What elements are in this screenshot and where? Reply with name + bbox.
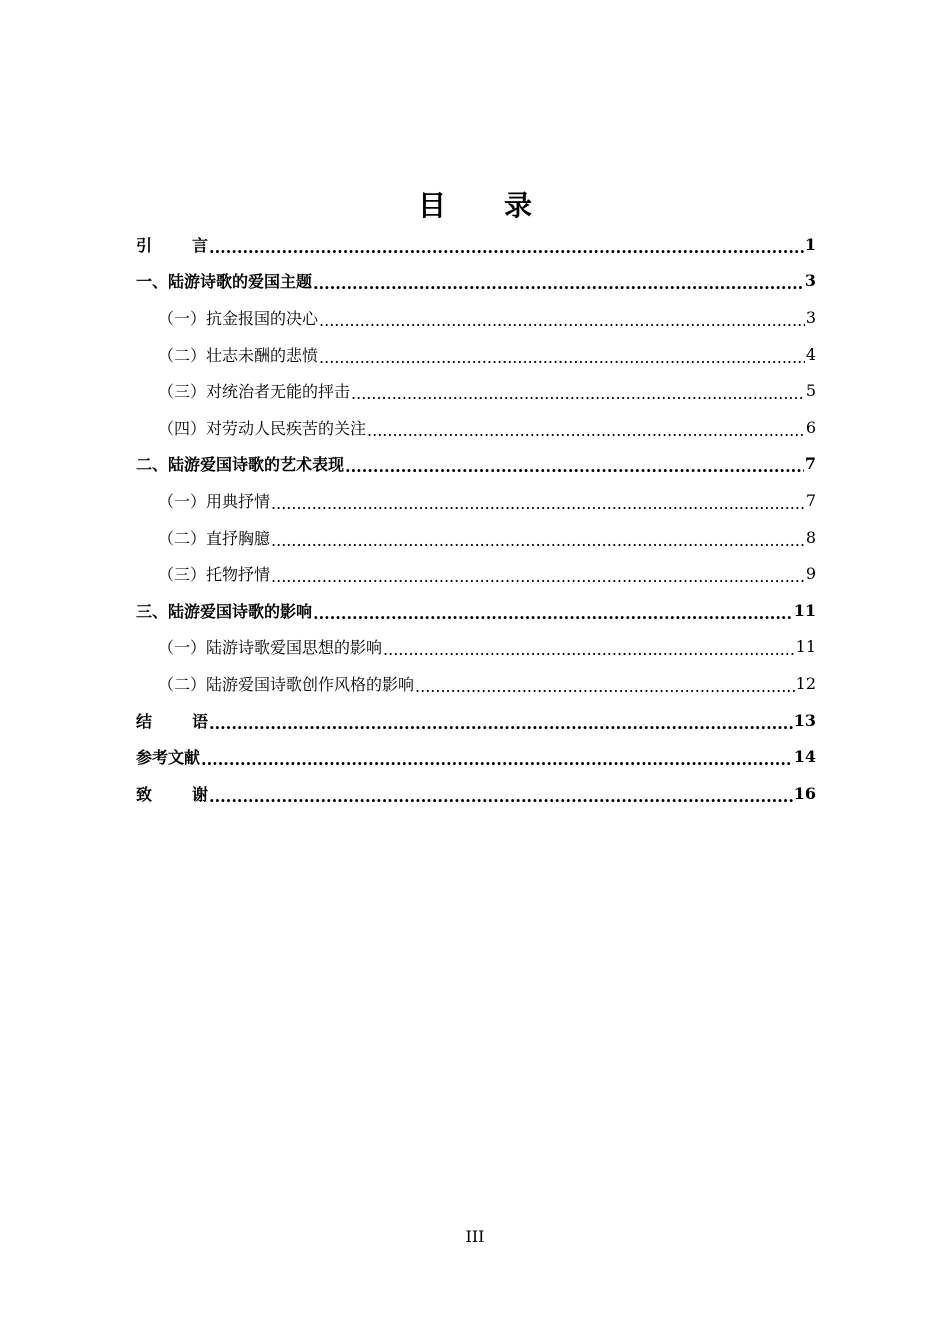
toc-entry-label: 引 言 xyxy=(136,235,209,255)
toc-page-number: 11 xyxy=(795,637,816,657)
toc-leader-dots xyxy=(271,531,805,550)
toc-entry-section-3-2[interactable] xyxy=(136,665,816,702)
toc-entry-section-3-1[interactable] xyxy=(136,629,816,666)
toc-page-number: 7 xyxy=(804,454,816,474)
table-of-contents xyxy=(136,226,816,812)
toc-entry-chapter-2[interactable] xyxy=(136,446,816,483)
toc-entry-label: 二、陆游爱国诗歌的艺术表现 xyxy=(136,455,345,475)
toc-leader-dots xyxy=(383,640,795,659)
page-number-footer: III xyxy=(465,1227,485,1246)
toc-entry-conclusion[interactable] xyxy=(136,702,816,739)
toc-entry-section-2-2[interactable] xyxy=(136,519,816,556)
toc-entry-section-2-1[interactable] xyxy=(136,482,816,519)
toc-entry-label: （一）陆游诗歌爱国思想的影响 xyxy=(158,638,383,658)
toc-leader-dots xyxy=(319,311,805,330)
toc-entry-introduction[interactable] xyxy=(136,226,816,263)
toc-entry-label: （三）对统治者无能的抨击 xyxy=(158,382,351,402)
toc-page-number: 4 xyxy=(805,344,816,364)
toc-leader-dots xyxy=(271,494,805,513)
toc-leader-dots xyxy=(415,677,795,696)
toc-page-number: 8 xyxy=(805,527,816,547)
toc-entry-section-2-3[interactable] xyxy=(136,555,816,592)
toc-page-number: 5 xyxy=(805,381,816,401)
toc-page-number: 14 xyxy=(793,747,816,767)
toc-page-number: 6 xyxy=(805,417,816,437)
toc-entry-label: （三）托物抒情 xyxy=(158,565,271,585)
title-char-1: 目 xyxy=(417,189,446,222)
toc-entry-label: （一）用典抒情 xyxy=(158,491,271,511)
toc-page-number: 11 xyxy=(793,600,816,620)
toc-page-number: 7 xyxy=(805,490,816,510)
toc-entry-label: 三、陆游爱国诗歌的影响 xyxy=(136,601,313,621)
toc-entry-label: （四）对劳动人民疾苦的关注 xyxy=(158,418,367,438)
toc-entry-label: 致 谢 xyxy=(136,784,209,804)
toc-page-number: 3 xyxy=(804,271,816,291)
toc-leader-dots xyxy=(201,750,793,769)
toc-leader-dots xyxy=(209,238,804,257)
toc-leader-dots xyxy=(351,384,805,403)
toc-entry-label: （二）直抒胸臆 xyxy=(158,528,271,548)
toc-leader-dots xyxy=(271,567,805,586)
toc-entry-label: （一）抗金报国的决心 xyxy=(158,308,319,328)
toc-page-number: 3 xyxy=(805,307,816,327)
toc-page-number: 13 xyxy=(793,710,816,730)
toc-entry-section-1-2[interactable] xyxy=(136,336,816,373)
toc-entry-label: （二）陆游爱国诗歌创作风格的影响 xyxy=(158,674,415,694)
toc-entry-label: 一、陆游诗歌的爱国主题 xyxy=(136,272,313,292)
toc-entry-section-1-1[interactable] xyxy=(136,299,816,336)
toc-entry-label: （二）壮志未酬的悲愤 xyxy=(158,345,319,365)
toc-leader-dots xyxy=(209,787,793,806)
toc-entry-references[interactable] xyxy=(136,738,816,775)
page-title xyxy=(0,186,950,226)
toc-leader-dots xyxy=(345,457,804,476)
toc-entry-section-1-3[interactable] xyxy=(136,372,816,409)
toc-leader-dots xyxy=(313,274,804,293)
toc-page-number: 16 xyxy=(793,783,816,803)
title-char-2: 录 xyxy=(504,189,533,222)
toc-page-number: 12 xyxy=(795,673,816,693)
toc-entry-section-1-4[interactable] xyxy=(136,409,816,446)
toc-leader-dots xyxy=(367,421,805,440)
toc-page-number: 9 xyxy=(805,564,816,584)
toc-entry-chapter-1[interactable] xyxy=(136,263,816,300)
toc-entry-acknowledgements[interactable] xyxy=(136,775,816,812)
toc-leader-dots xyxy=(209,714,793,733)
toc-entry-label: 参考文献 xyxy=(136,748,201,768)
toc-entry-chapter-3[interactable] xyxy=(136,592,816,629)
toc-leader-dots xyxy=(313,604,793,623)
toc-leader-dots xyxy=(319,348,805,367)
toc-page-number: 1 xyxy=(804,234,816,254)
toc-entry-label: 结 语 xyxy=(136,711,209,731)
